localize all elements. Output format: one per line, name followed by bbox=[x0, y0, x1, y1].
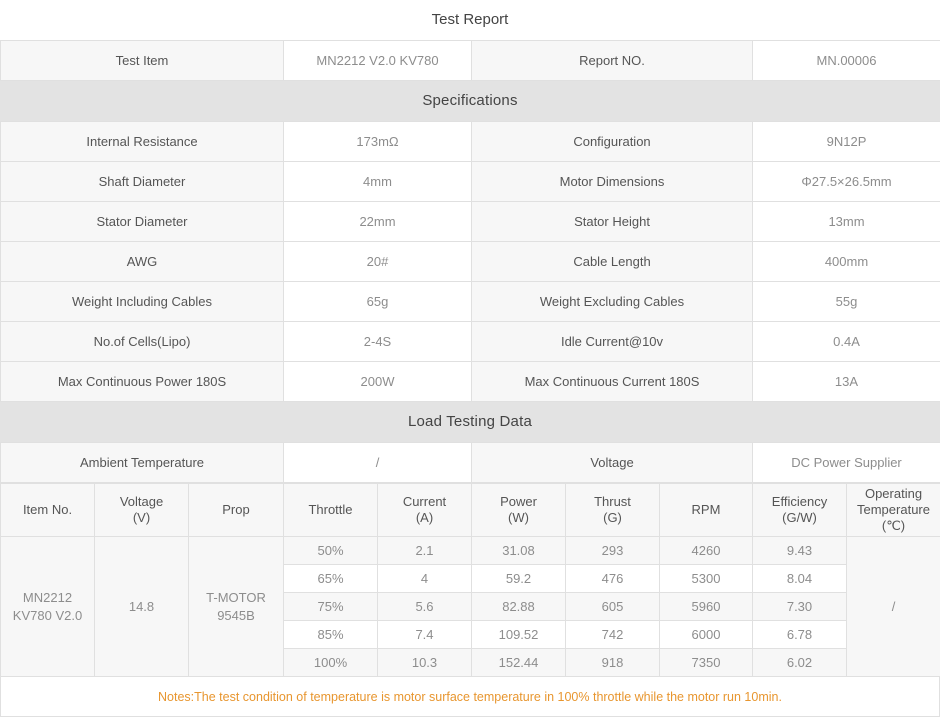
table-row bbox=[1, 41, 940, 81]
cell-current: 7.4 bbox=[378, 621, 472, 649]
spec-value: 13A bbox=[753, 362, 940, 402]
spec-value: 13mm bbox=[753, 202, 940, 242]
cell-thrust: 742 bbox=[566, 621, 660, 649]
cell-rpm: 6000 bbox=[660, 621, 753, 649]
col-efficiency-label: Efficiency bbox=[753, 494, 846, 510]
table-row bbox=[1, 282, 940, 322]
cell-throttle: 50% bbox=[284, 537, 378, 565]
spec-label: Shaft Diameter bbox=[1, 162, 284, 202]
cell-prop bbox=[189, 537, 284, 677]
col-current bbox=[378, 484, 472, 537]
voltage-source-label: Voltage bbox=[472, 443, 753, 483]
col-item-no: Item No. bbox=[1, 484, 95, 537]
table-row bbox=[1, 322, 940, 362]
cell-rpm: 5300 bbox=[660, 565, 753, 593]
table-row bbox=[1, 443, 940, 483]
cell-throttle: 75% bbox=[284, 593, 378, 621]
spec-label: Stator Diameter bbox=[1, 202, 284, 242]
cell-current: 5.6 bbox=[378, 593, 472, 621]
spec-label: AWG bbox=[1, 242, 284, 282]
spec-value: 4mm bbox=[284, 162, 472, 202]
cell-thrust: 293 bbox=[566, 537, 660, 565]
ambient-temperature-label: Ambient Temperature bbox=[1, 443, 284, 483]
col-rpm: RPM bbox=[660, 484, 753, 537]
col-prop: Prop bbox=[189, 484, 284, 537]
col-power-label: Power bbox=[472, 494, 565, 510]
cell-operating-temperature: / bbox=[847, 537, 940, 677]
cell-current: 4 bbox=[378, 565, 472, 593]
cell-power: 82.88 bbox=[472, 593, 566, 621]
table-row bbox=[1, 122, 940, 162]
cell-power: 109.52 bbox=[472, 621, 566, 649]
prop-line1: T-MOTOR bbox=[189, 589, 283, 607]
load-testing-table bbox=[0, 483, 940, 677]
spec-value: 9N12P bbox=[753, 122, 940, 162]
test-item-label: Test Item bbox=[1, 41, 284, 81]
conditions-table bbox=[0, 442, 940, 483]
col-efficiency bbox=[753, 484, 847, 537]
spec-label: Idle Current@10v bbox=[472, 322, 753, 362]
cell-efficiency: 8.04 bbox=[753, 565, 847, 593]
cell-power: 31.08 bbox=[472, 537, 566, 565]
notes-text: Notes:The test condition of temperature is motor surface temperature in 100% throttle while the motor run 10min. bbox=[0, 677, 940, 717]
table-row bbox=[1, 242, 940, 282]
spec-value: 55g bbox=[753, 282, 940, 322]
spec-label: Internal Resistance bbox=[1, 122, 284, 162]
voltage-source-value: DC Power Supplier bbox=[753, 443, 940, 483]
col-op-temp-unit: (℃) bbox=[847, 518, 940, 534]
cell-thrust: 605 bbox=[566, 593, 660, 621]
page-title: Test Report bbox=[0, 0, 940, 40]
table-row bbox=[1, 202, 940, 242]
spec-label: Max Continuous Current 180S bbox=[472, 362, 753, 402]
spec-value: 65g bbox=[284, 282, 472, 322]
table-header-row bbox=[1, 484, 940, 537]
test-item-value: MN2212 V2.0 KV780 bbox=[284, 41, 472, 81]
col-thrust-label: Thrust bbox=[566, 494, 659, 510]
cell-throttle: 85% bbox=[284, 621, 378, 649]
spec-label: Cable Length bbox=[472, 242, 753, 282]
col-voltage bbox=[95, 484, 189, 537]
prop-line2: 9545B bbox=[189, 607, 283, 625]
load-testing-title: Load Testing Data bbox=[0, 402, 940, 442]
spec-label: Weight Excluding Cables bbox=[472, 282, 753, 322]
spec-value: 173mΩ bbox=[284, 122, 472, 162]
cell-thrust: 476 bbox=[566, 565, 660, 593]
table-row bbox=[1, 537, 940, 565]
cell-rpm: 7350 bbox=[660, 649, 753, 677]
cell-efficiency: 6.78 bbox=[753, 621, 847, 649]
col-power-unit: (W) bbox=[472, 510, 565, 526]
spec-label: Motor Dimensions bbox=[472, 162, 753, 202]
specifications-table bbox=[0, 121, 940, 402]
col-efficiency-unit: (G/W) bbox=[753, 510, 846, 526]
ambient-temperature-value: / bbox=[284, 443, 472, 483]
spec-value: Φ27.5×26.5mm bbox=[753, 162, 940, 202]
cell-rpm: 4260 bbox=[660, 537, 753, 565]
table-row bbox=[1, 362, 940, 402]
cell-item-no bbox=[1, 537, 95, 677]
cell-power: 152.44 bbox=[472, 649, 566, 677]
cell-efficiency: 7.30 bbox=[753, 593, 847, 621]
spec-label: Weight Including Cables bbox=[1, 282, 284, 322]
cell-voltage: 14.8 bbox=[95, 537, 189, 677]
report-no-value: MN.00006 bbox=[753, 41, 940, 81]
col-current-unit: (A) bbox=[378, 510, 471, 526]
cell-efficiency: 6.02 bbox=[753, 649, 847, 677]
col-voltage-unit: (V) bbox=[95, 510, 188, 526]
cell-power: 59.2 bbox=[472, 565, 566, 593]
cell-throttle: 100% bbox=[284, 649, 378, 677]
cell-thrust: 918 bbox=[566, 649, 660, 677]
cell-throttle: 65% bbox=[284, 565, 378, 593]
spec-value: 0.4A bbox=[753, 322, 940, 362]
col-voltage-label: Voltage bbox=[95, 494, 188, 510]
spec-label: Configuration bbox=[472, 122, 753, 162]
spec-label: No.of Cells(Lipo) bbox=[1, 322, 284, 362]
cell-rpm: 5960 bbox=[660, 593, 753, 621]
spec-value: 2-4S bbox=[284, 322, 472, 362]
col-current-label: Current bbox=[378, 494, 471, 510]
col-thrust bbox=[566, 484, 660, 537]
spec-label: Stator Height bbox=[472, 202, 753, 242]
item-no-line1: MN2212 bbox=[1, 589, 94, 607]
col-operating-temperature bbox=[847, 484, 940, 537]
table-row bbox=[1, 162, 940, 202]
cell-current: 10.3 bbox=[378, 649, 472, 677]
spec-value: 22mm bbox=[284, 202, 472, 242]
header-table bbox=[0, 40, 940, 81]
spec-value: 200W bbox=[284, 362, 472, 402]
col-power bbox=[472, 484, 566, 537]
cell-current: 2.1 bbox=[378, 537, 472, 565]
col-op-temp-line1: Operating bbox=[847, 486, 940, 502]
spec-label: Max Continuous Power 180S bbox=[1, 362, 284, 402]
spec-value: 400mm bbox=[753, 242, 940, 282]
report-no-label: Report NO. bbox=[472, 41, 753, 81]
col-throttle: Throttle bbox=[284, 484, 378, 537]
spec-value: 20# bbox=[284, 242, 472, 282]
cell-efficiency: 9.43 bbox=[753, 537, 847, 565]
item-no-line2: KV780 V2.0 bbox=[1, 607, 94, 625]
col-thrust-unit: (G) bbox=[566, 510, 659, 526]
col-op-temp-line2: Temperature bbox=[847, 502, 940, 518]
specifications-title: Specifications bbox=[0, 81, 940, 121]
